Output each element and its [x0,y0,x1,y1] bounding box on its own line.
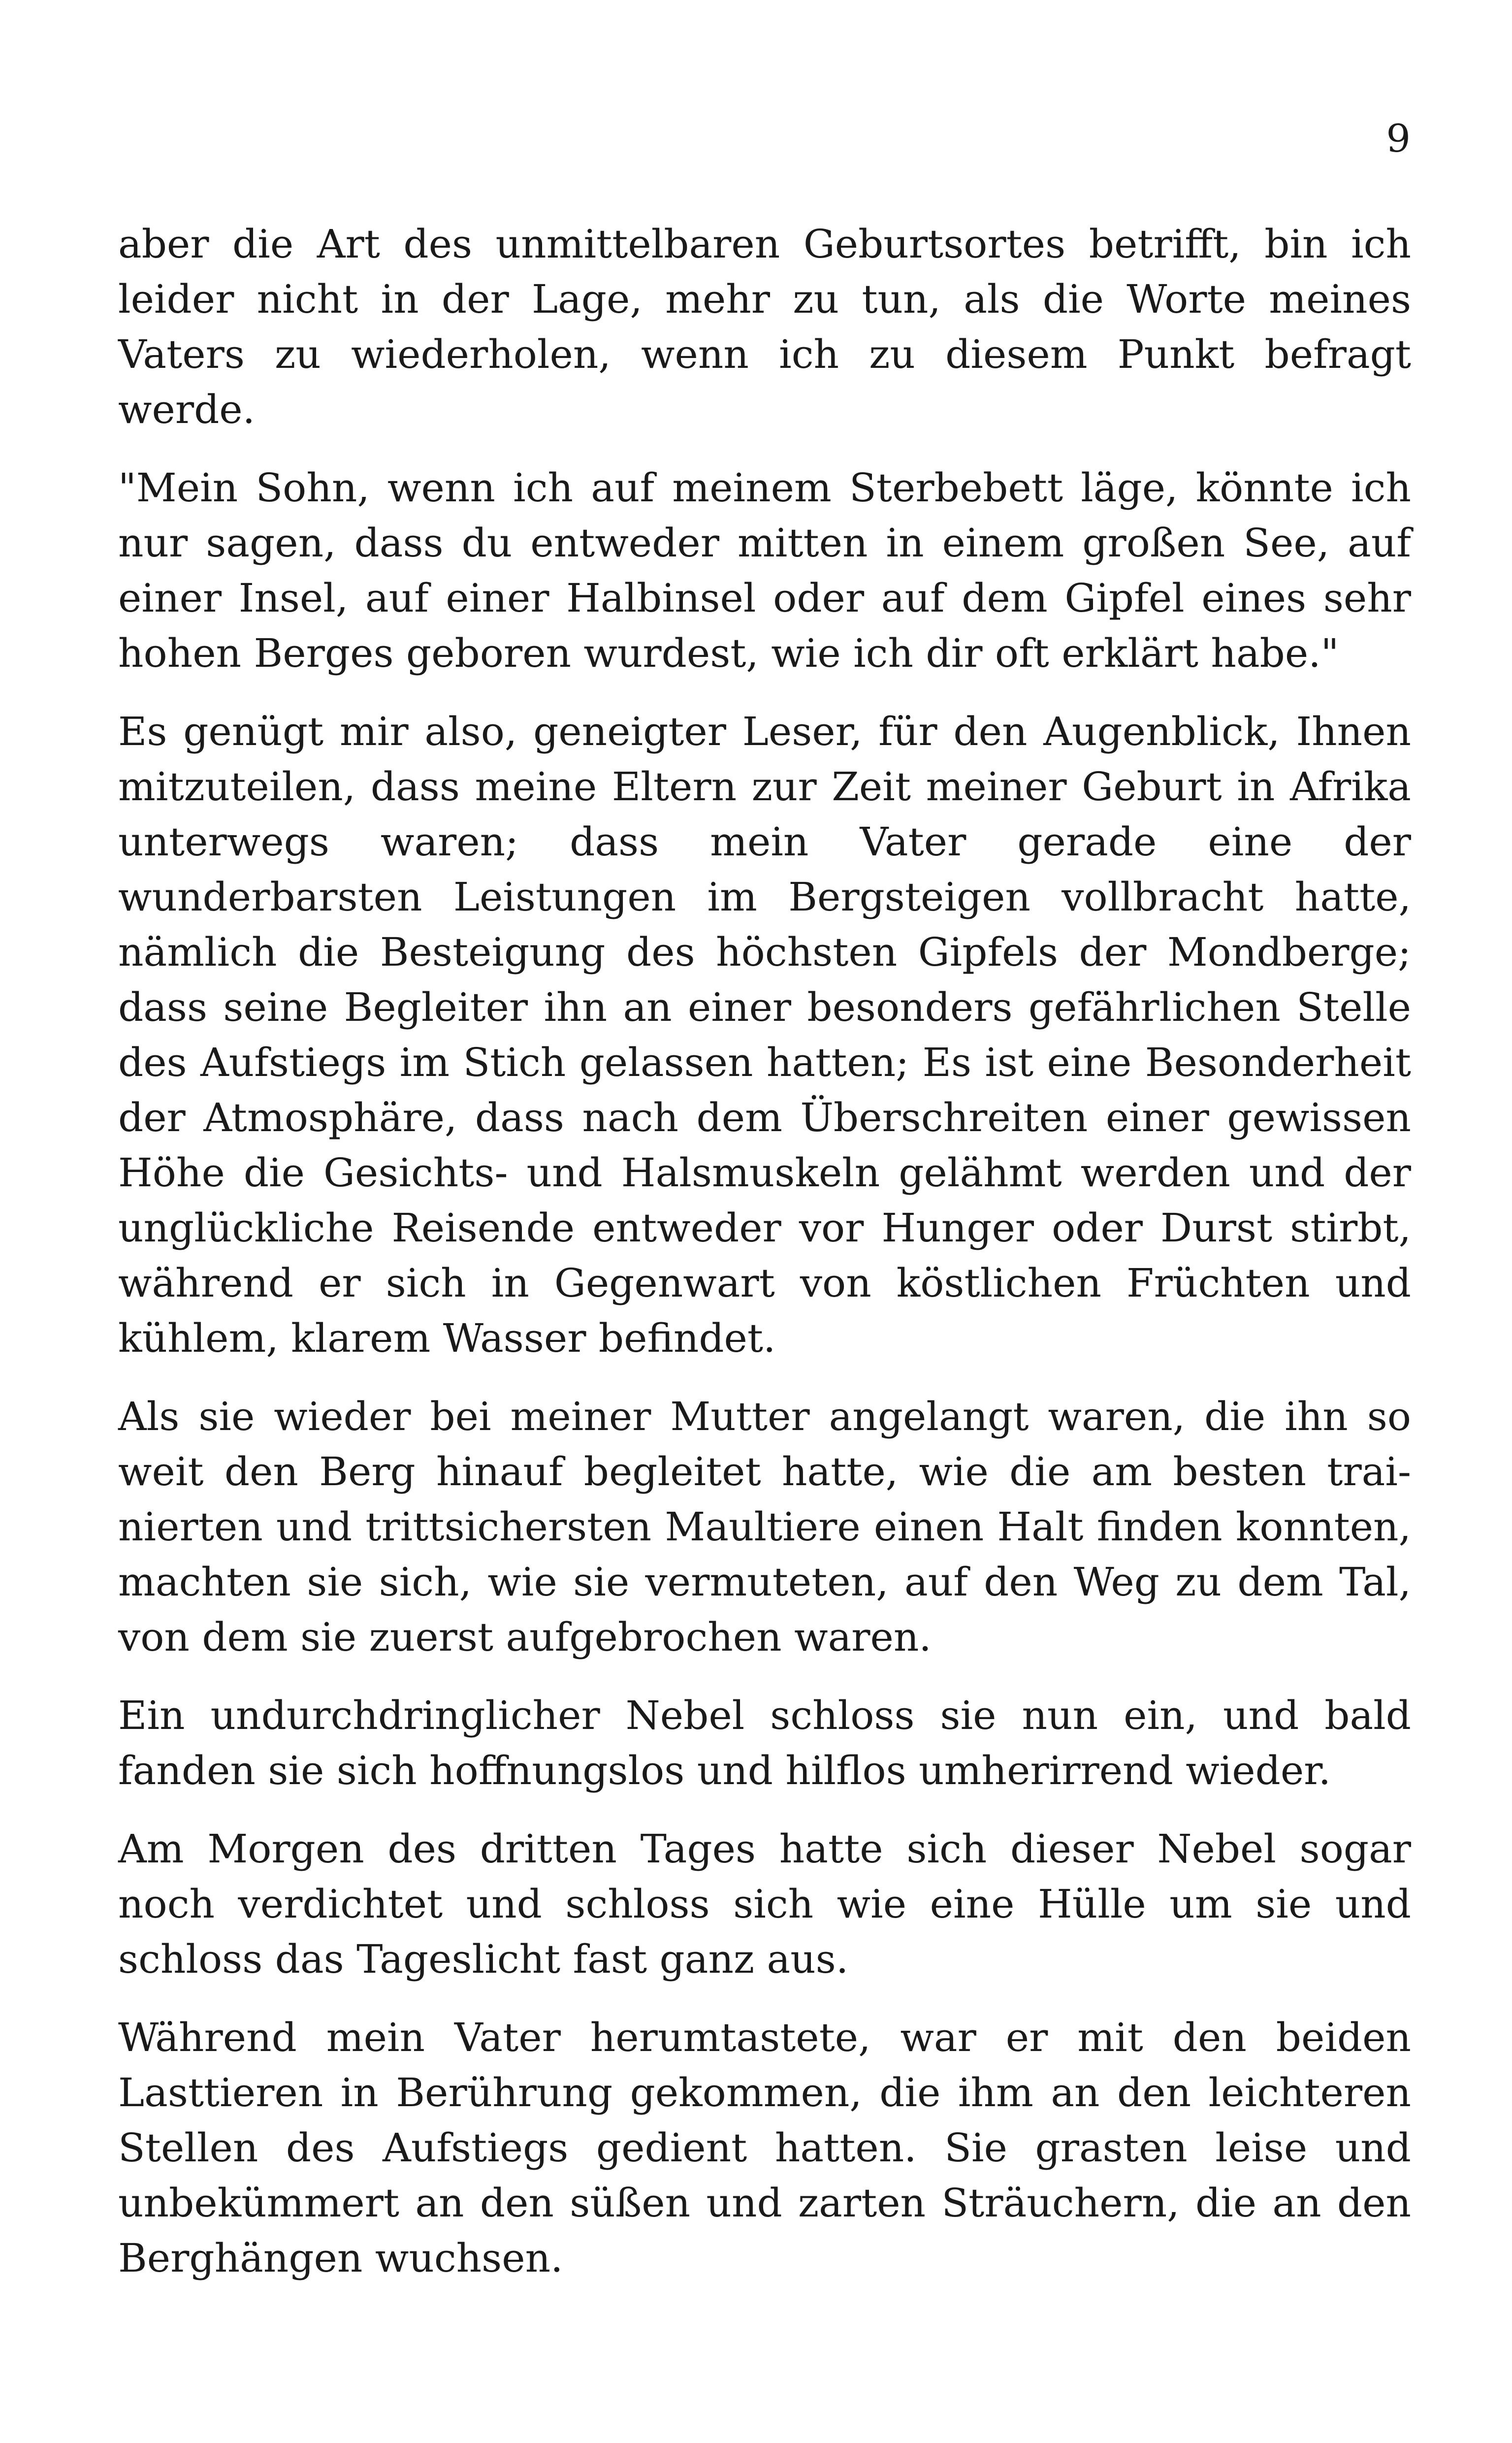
paragraph: Als sie wieder bei meiner Mutter angelangt waren, die ihn so weit den Berg hinauf begleitet hatte, wie die am besten trainierten und trittsichersten Maultiere einen Halt finden konnten, machten sie sich, wie sie vermuteten, auf den Weg zu dem Tal, von dem sie zuerst aufgebrochen waren. [118,1394,1411,1660]
paragraph: Am Morgen des dritten Tages hatte sich dieser Nebel sogar noch verdichtet und schloss sich wie eine Hülle um sie und schloss das Tageslicht fast ganz aus. [118,1826,1411,1982]
paragraph: Während mein Vater herumtastete, war er mit den beiden Lasttieren in Berührung gekommen, die ihm an den leichteren Stellen des Aufstiegs gedient hatten. Sie grasten leise und unbekümmert an den süßen und zarten Sträuchern, die an den Berghängen wuchsen. [118,2015,1411,2281]
body-text [118,217,1411,2309]
page-number: 9 [1386,117,1411,161]
paragraph: aber die Art des unmittelbaren Geburtsortes betrifft, bin ich leider nicht in der Lage, mehr zu tun, als die Worte meines Vaters zu wiederholen, wenn ich zu diesem Punkt befragt werde. [118,221,1411,432]
paragraph: Ein undurchdringlicher Nebel schloss sie nun ein, und bald fanden sie sich hoffnungslos und hilflos umherirrend wieder. [118,1693,1411,1793]
paragraph: Es genügt mir also, geneigter Leser, für den Augenblick, Ihnen mitzuteilen, dass meine Eltern zur Zeit meiner Geburt in Afrika unterwegs waren; dass mein Vater gerade eine der wunderbarsten Leistungen im Bergsteigen vollbracht hatte, nämlich die Besteigung des höchsten Gipfels der Mondberge; dass seine Begleiter ihn an einer besonders gefährlichen Stelle des Aufstiegs im Stich gelassen hatten; Es ist eine Besonderheit der Atmosphäre, dass nach dem Überschreiten einer gewissen Höhe die Gesichts- und Halsmuskeln gelähmt werden und der unglückliche Reisende entweder vor Hunger oder Durst stirbt, während er sich in Gegenwart von köstlichen Früchten und kühlem, klarem Wasser befindet. [118,709,1411,1361]
paragraph: "Mein Sohn, wenn ich auf meinem Sterbebett läge, könnte ich nur sagen, dass du entweder mitten in einem großen See, auf einer Insel, auf einer Halbinsel oder auf dem Gipfel eines sehr hohen Berges geboren wurdest, wie ich dir oft erklärt habe." [118,465,1411,676]
